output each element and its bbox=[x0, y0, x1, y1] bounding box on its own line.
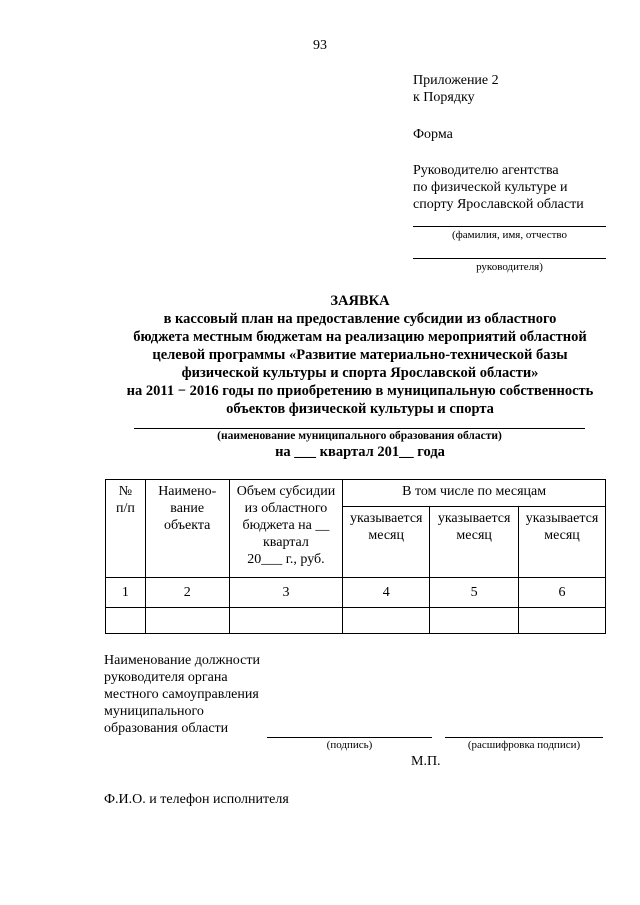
empty-cell[interactable] bbox=[145, 608, 229, 634]
header-text: вание bbox=[170, 501, 205, 516]
addressee-line: спорту Ярославской области bbox=[413, 197, 584, 212]
position-block bbox=[104, 652, 260, 737]
title-line: физической культуры и спорта Ярославской области» bbox=[181, 365, 539, 381]
empty-cell[interactable] bbox=[343, 608, 430, 634]
title-line: бюджета местным бюджетам на реализацию мероприятий областной bbox=[133, 329, 587, 345]
empty-cell[interactable] bbox=[519, 608, 606, 634]
position-line: руководителя органа bbox=[104, 670, 228, 685]
title-line: на 2011 − 2016 годы по приобретению в муниципальную собственность bbox=[126, 383, 594, 399]
position-line: образования области bbox=[104, 721, 229, 736]
header-subsidy-volume bbox=[229, 480, 343, 578]
head-underline bbox=[413, 258, 606, 259]
addressee-line: Руководителю агентства bbox=[413, 163, 559, 178]
title-heading: ЗАЯВКА bbox=[330, 293, 390, 309]
signature-caption: (подпись) bbox=[326, 739, 373, 751]
header-text: 20___ г., руб. bbox=[247, 552, 325, 567]
position-line: Наименование должности bbox=[104, 653, 260, 668]
month-cell bbox=[343, 507, 430, 578]
executor-label: Ф.И.О. и телефон исполнителя bbox=[104, 792, 289, 807]
empty-cell[interactable] bbox=[430, 608, 519, 634]
month-text: месяц bbox=[456, 528, 492, 543]
appendix-label: Приложение 2 bbox=[413, 73, 499, 88]
month-text: указывается bbox=[349, 511, 423, 526]
header-text: Наимено- bbox=[158, 484, 217, 499]
month-text: месяц bbox=[544, 528, 580, 543]
appendix-header bbox=[413, 72, 499, 106]
addressee-block bbox=[413, 162, 584, 213]
municipality-caption: (наименование муниципального образования области) bbox=[217, 430, 502, 442]
form-label: Форма bbox=[413, 127, 453, 142]
decoding-caption: (расшифровка подписи) bbox=[467, 739, 581, 751]
month-text: указывается bbox=[525, 511, 599, 526]
column-number: 3 bbox=[229, 578, 343, 608]
header-text: № bbox=[118, 484, 133, 499]
title-line: в кассовый план на предоставление субсидии из областного bbox=[163, 311, 557, 327]
title-line: объектов физической культуры и спорта bbox=[226, 401, 494, 417]
column-number: 1 bbox=[106, 578, 146, 608]
column-number: 4 bbox=[343, 578, 430, 608]
municipality-underline bbox=[134, 428, 585, 429]
header-text: Объем субсидии bbox=[236, 484, 336, 499]
title-line: целевой программы «Развитие материально-технической базы bbox=[152, 347, 568, 363]
header-text: бюджета на __ bbox=[242, 518, 330, 533]
quarter-line: на ___ квартал 201__ года bbox=[275, 444, 445, 460]
position-line: местного самоуправления bbox=[104, 687, 259, 702]
subsidy-table bbox=[105, 479, 606, 634]
header-number bbox=[106, 480, 146, 578]
month-text: месяц bbox=[368, 528, 404, 543]
document-title bbox=[100, 292, 620, 418]
header-months: В том числе по месяцам bbox=[343, 480, 606, 507]
order-label: к Порядку bbox=[413, 90, 475, 105]
column-number: 2 bbox=[145, 578, 229, 608]
fio-underline bbox=[413, 226, 606, 227]
position-line: муниципального bbox=[104, 704, 204, 719]
header-object-name bbox=[145, 480, 229, 578]
fio-caption: (фамилия, имя, отчество bbox=[451, 229, 568, 241]
column-number: 6 bbox=[519, 578, 606, 608]
month-text: указывается bbox=[437, 511, 511, 526]
addressee-line: по физической культуре и bbox=[413, 180, 568, 195]
month-cell bbox=[519, 507, 606, 578]
stamp-label: М.П. bbox=[411, 754, 441, 769]
decoding-line bbox=[445, 737, 603, 738]
empty-cell[interactable] bbox=[106, 608, 146, 634]
header-text: п/п bbox=[115, 501, 135, 516]
header-text: квартал bbox=[263, 535, 309, 550]
head-caption: руководителя) bbox=[476, 261, 543, 273]
header-text: из областного bbox=[244, 501, 328, 516]
signature-line bbox=[267, 737, 432, 738]
header-text: объекта bbox=[164, 518, 211, 533]
column-number: 5 bbox=[430, 578, 519, 608]
page-number: 93 bbox=[313, 38, 327, 53]
empty-cell[interactable] bbox=[229, 608, 343, 634]
month-cell bbox=[430, 507, 519, 578]
